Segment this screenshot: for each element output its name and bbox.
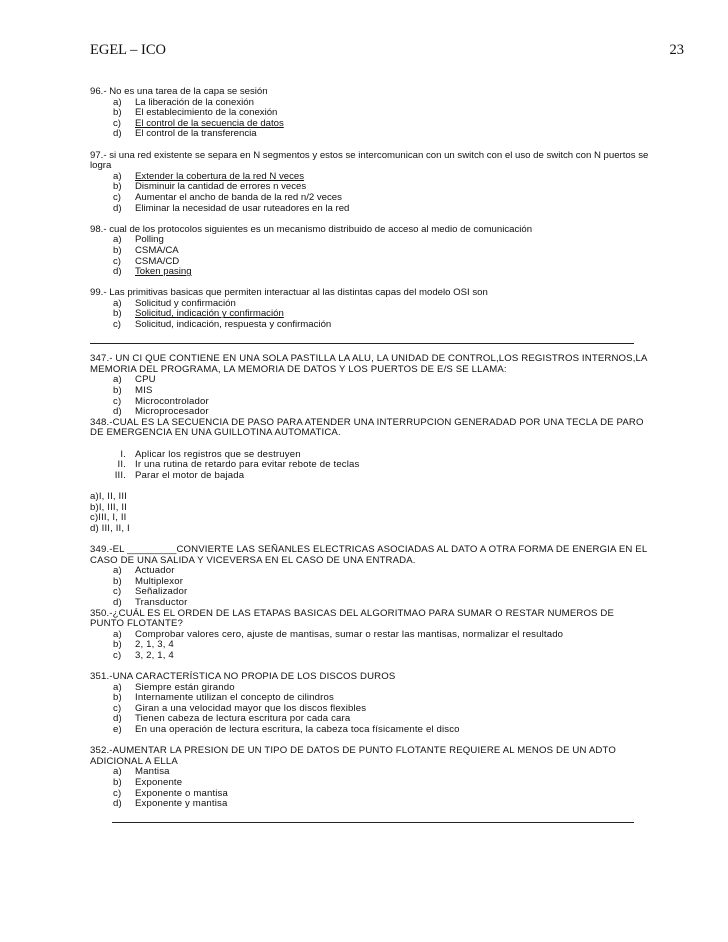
question-text: 349.-EL _________CONVIERTE LAS SEÑANLES ELECTRICAS ASOCIADAS AL DATO A OTRA FORMA DE ENERGIA EN EL CASO DE UNA SALIDA Y VICEVERSA EN EL CASO DE UNA ENTRADA. <box>90 543 647 566</box>
option-a: a) Siempre están girando <box>113 681 235 693</box>
correct-answer: El control de la secuencia de datos <box>135 117 284 129</box>
question-99 <box>90 288 650 330</box>
option-a: a) CPU <box>113 374 156 386</box>
roman-item-3: III. Parar el motor de bajada <box>114 469 245 481</box>
option-b: b) Solicitud, indicación y confirmación <box>113 308 284 320</box>
option-c: c) Aumentar el ancho de banda de la red n/2 veces <box>113 191 342 203</box>
question-351 <box>90 672 650 736</box>
option-d: d) Token pasing <box>113 266 192 278</box>
correct-answer: Token pasing <box>135 266 192 278</box>
option-c: c) Microcontrolador <box>113 395 209 407</box>
option-d: d) Tienen cabeza de lectura escritura por cada cara <box>113 713 351 725</box>
question-98 <box>90 225 650 278</box>
section-divider-bottom <box>112 822 634 823</box>
option-b: b) El establecimiento de la conexión <box>113 107 278 119</box>
combo-a: a)I, II, III <box>90 490 127 502</box>
question-text: 352.-AUMENTAR LA PRESION DE UN TIPO DE DATOS DE PUNTO FLOTANTE REQUIERE AL MENOS DE UN ADTO ADICIONAL A ELLA <box>90 745 616 767</box>
option-b: b) MIS <box>113 385 153 397</box>
option-d: d) Eliminar la necesidad de usar ruteadores en la red <box>113 202 350 214</box>
question-352 <box>90 746 650 810</box>
option-e: e) En una operación de lectura escritura, la cabeza toca físicamente el disco <box>113 724 460 736</box>
option-b: b) Disminuir la cantidad de errores n veces <box>113 181 307 193</box>
option-c: c) El control de la secuencia de datos <box>113 117 284 129</box>
page-header <box>90 42 684 60</box>
option-c: c) CSMA/CD <box>113 255 180 267</box>
option-a: a) Extender la cobertura de la red N veces <box>113 170 305 182</box>
option-a: a) Comprobar valores cero, ajuste de mantisas, sumar o restar las mantisas, normalizar el resultado <box>113 628 564 640</box>
header-title: EGEL – ICO <box>90 42 166 58</box>
combo-c: c)III, I, II <box>90 512 127 524</box>
option-a: a) Actuador <box>113 565 175 577</box>
combo-d: d) III, II, I <box>90 522 130 534</box>
option-d: d) Exponente y mantisa <box>113 798 228 810</box>
question-349 <box>90 545 650 609</box>
option-c: c) Señalizador <box>113 586 188 598</box>
roman-item-2: II. Ir una rutina de retardo para evitar rebote de teclas <box>117 459 360 471</box>
section-divider <box>90 343 634 344</box>
option-d: d) Microprocesador <box>113 406 209 418</box>
option-a: a) La liberación de la conexión <box>113 96 254 108</box>
question-348 <box>90 418 650 535</box>
question-96 <box>90 87 650 140</box>
question-text: 348.-CUAL ES LA SECUENCIA DE PASO PARA ATENDER UNA INTERRUPCION GENERADAD POR UNA TECLA DE PARO DE EMERGENCIA EN UNA GUILLOTINA AUTOMATICA. <box>90 416 644 439</box>
question-97 <box>90 151 650 215</box>
option-c: c) Solicitud, indicación, respuesta y confirmación <box>113 319 332 331</box>
question-text: 350.-¿CUÁL ES EL ORDEN DE LAS ETAPAS BASICAS DEL ALGORITMAO PARA SUMAR O RESTAR NUMEROS DE PUNTO FLOTANTE? <box>90 607 615 630</box>
question-text: 97.- si una red existente se separa en N segmentos y estos se intercomunican con un switch con el uso de switch con N puertos se logra <box>90 149 649 172</box>
option-d: d) El control de la transferencia <box>113 128 257 140</box>
option-c: c) Giran a una velocidad mayor que los discos flexibles <box>113 702 367 714</box>
correct-answer: Extender la cobertura de la red N veces <box>135 170 305 182</box>
option-c: c) 3, 2, 1, 4 <box>113 649 174 661</box>
option-d: d) Transductor <box>113 596 188 608</box>
option-c: c) Exponente o mantisa <box>113 787 228 799</box>
question-text: 98.- cual de los protocolos siguientes es un mecanismo distribuido de acceso al medio de comunicación <box>90 223 533 235</box>
question-347 <box>90 354 650 418</box>
question-text: 96.- No es una tarea de la capa se sesión <box>90 86 268 97</box>
option-b: b) Multiplexor <box>113 575 184 587</box>
correct-answer: Solicitud, indicación y confirmación <box>135 308 284 320</box>
page-number: 23 <box>669 42 684 58</box>
option-a: a) Polling <box>113 234 164 246</box>
option-b: b) Exponente <box>113 777 183 788</box>
question-text: 347.- UN CI QUE CONTIENE EN UNA SOLA PASTILLA LA ALU, LA UNIDAD DE CONTROL,LOS REGISTROS INTERNOS,LA MEMORIA DEL PROGRAMA, LA MEMORIA DE DATOS Y LOS PUERTOS DE E/S SE LLAMA: <box>90 353 648 375</box>
question-350 <box>90 609 650 662</box>
question-text: 351.-UNA CARACTERÍSTICA NO PROPIA DE LOS DISCOS DUROS <box>90 671 396 683</box>
document-body <box>90 87 650 823</box>
option-b: b) Internamente utilizan el concepto de cilindros <box>113 692 334 704</box>
option-b: b) 2, 1, 3, 4 <box>113 639 174 651</box>
question-text: 99.- Las primitivas basicas que permiten interactuar al las distintas capas del modelo OSI son <box>90 287 488 299</box>
combo-b: b)I, III, II <box>90 501 127 513</box>
roman-item-1: I. Aplicar los registros que se destruyen <box>120 448 301 460</box>
option-b: b) CSMA/CA <box>113 244 179 256</box>
option-a: a) Mantisa <box>113 766 170 778</box>
option-a: a) Solicitud y confirmación <box>113 297 236 309</box>
